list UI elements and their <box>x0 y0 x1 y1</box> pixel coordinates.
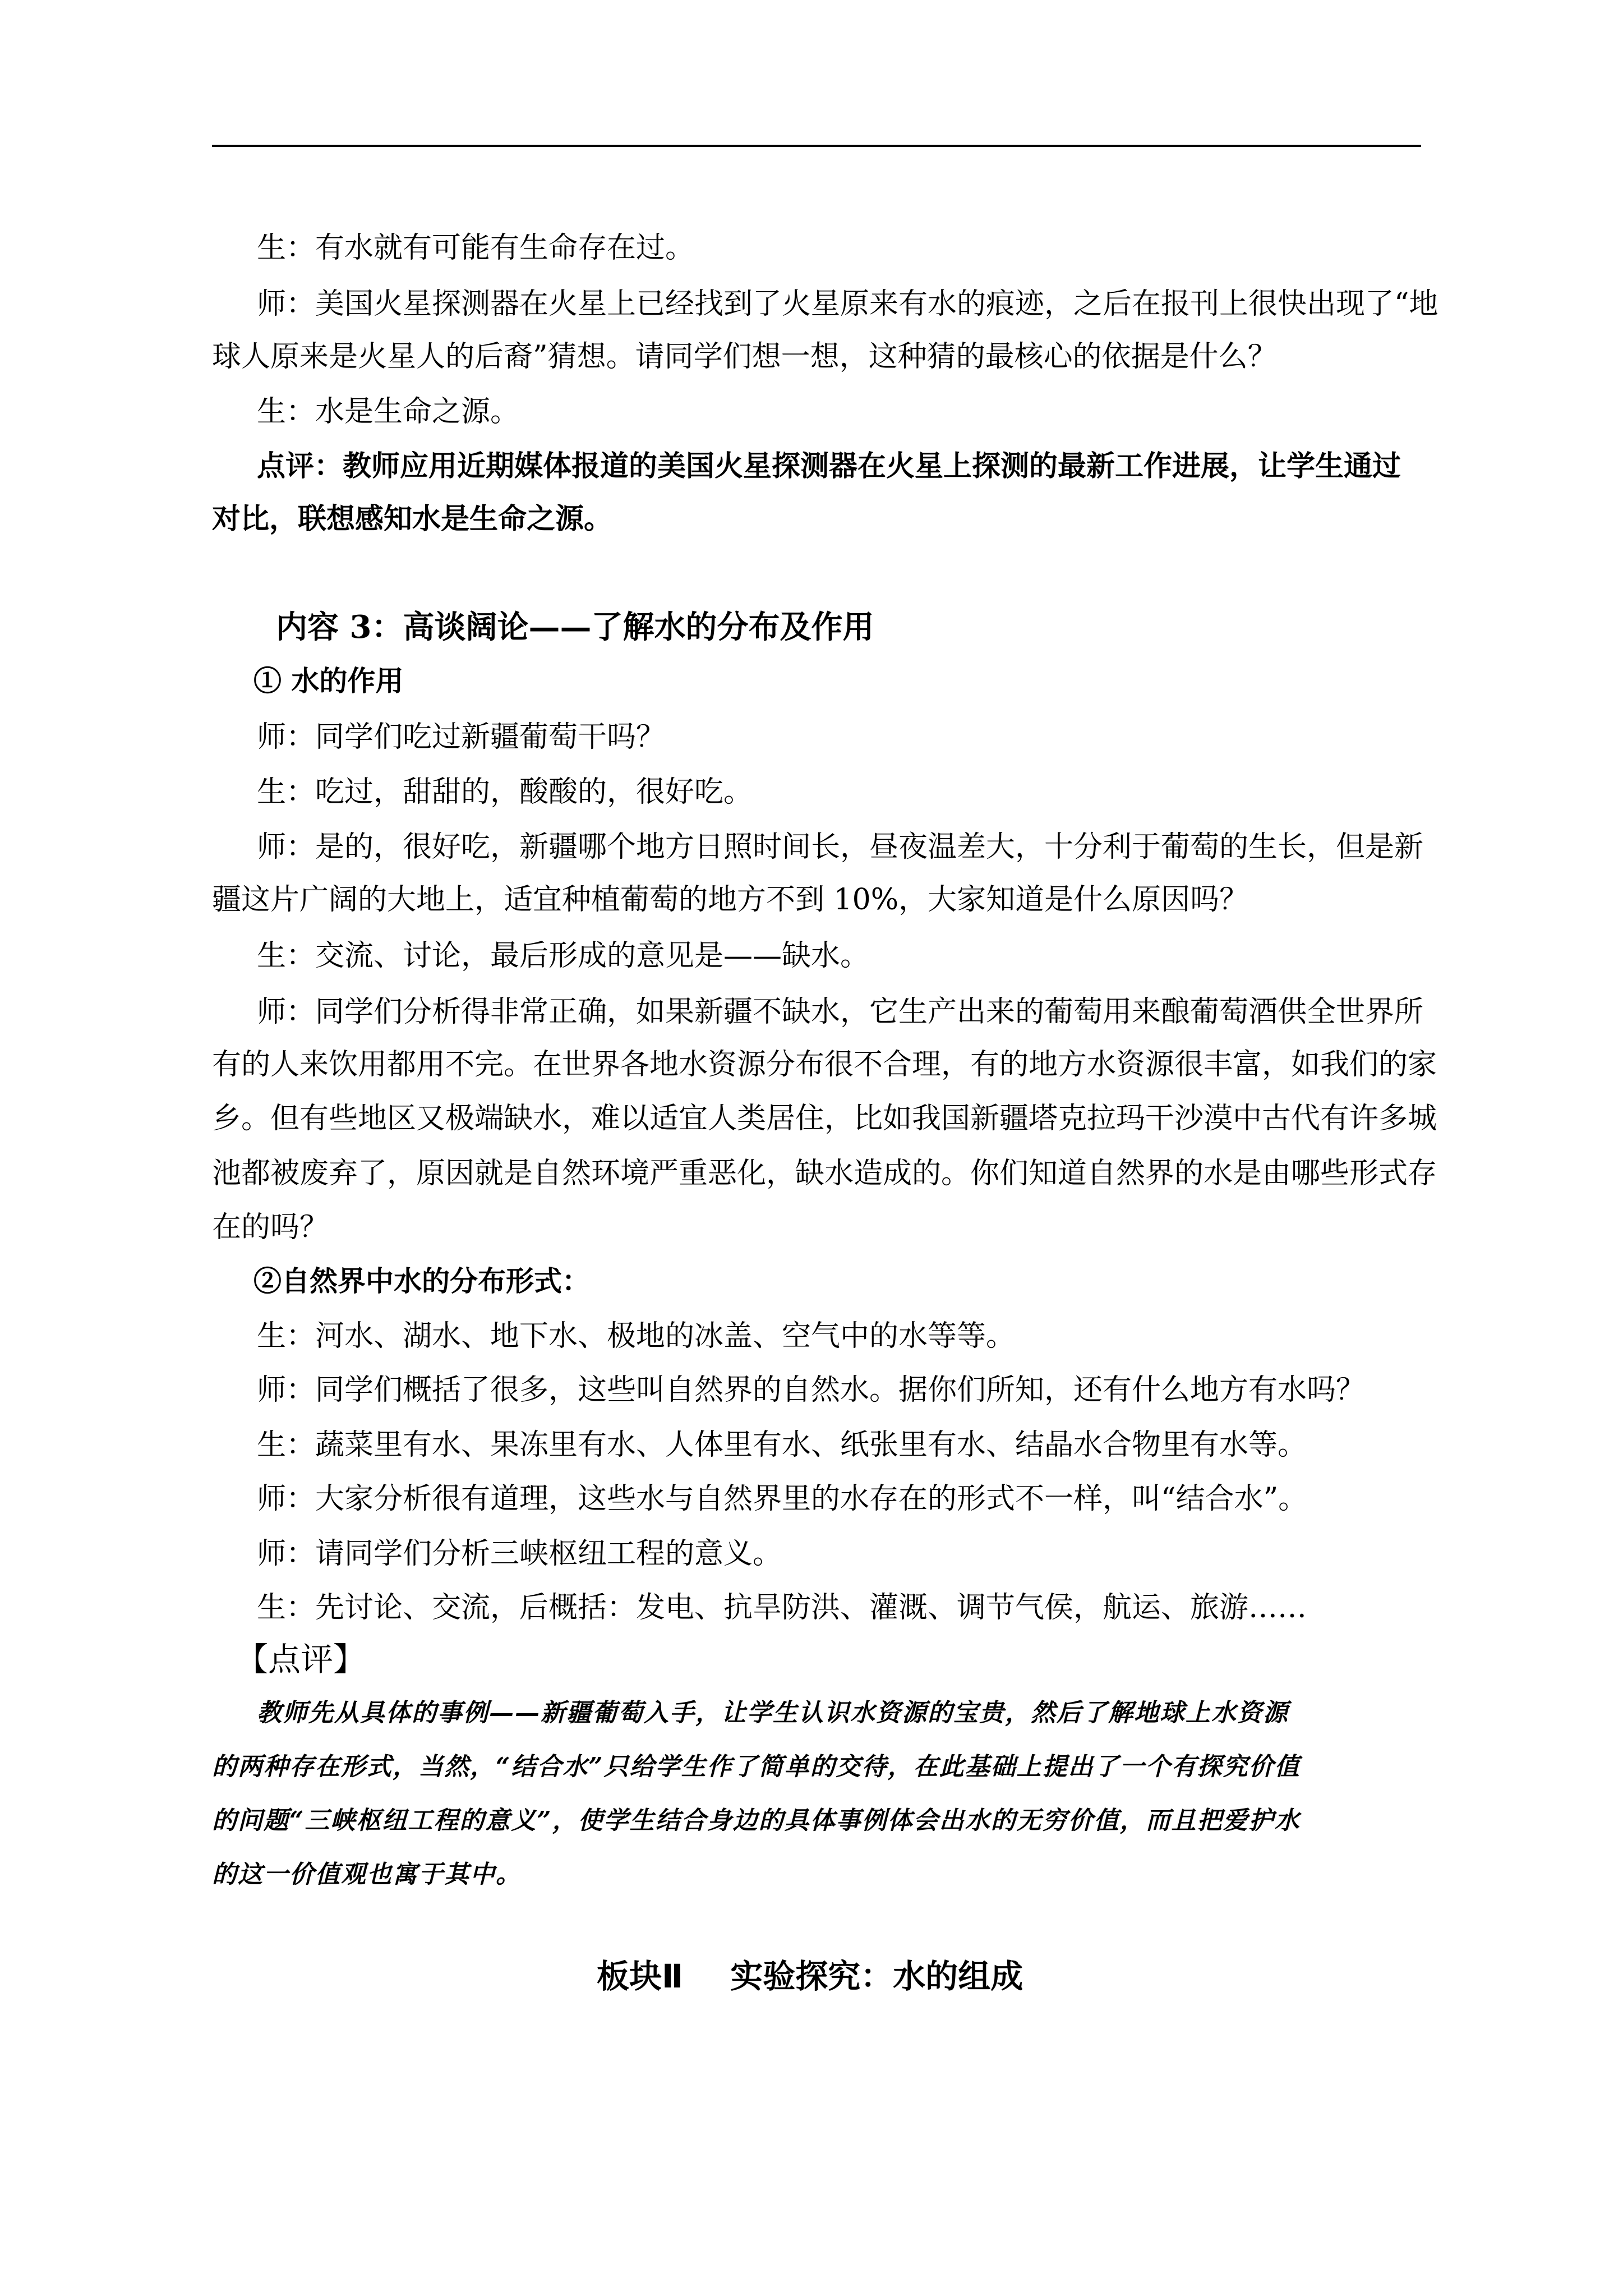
block-title <box>597 1957 1023 1996</box>
paragraph-line: 生：水是生命之源。 <box>257 395 520 429</box>
comment-line: 的两种存在形式，当然，“结合水”只给学生作了简单的交待，在此基础上提出了一个有探究价值 <box>212 1752 1301 1781</box>
dialogue-line: 乡。但有些地区又极端缺水，难以适宜人类居住，比如我国新疆塔克拉玛干沙漠中古代有许多城 <box>212 1102 1437 1135</box>
dialogue-line: 师：同学们分析得非常正确，如果新疆不缺水，它生产出来的葡萄用来酿葡萄酒供全世界所 <box>257 995 1424 1029</box>
comment-line: 的问题“三峡枢纽工程的意义”，使学生结合身边的具体事例体会出水的无穷价值，而且把爱护水 <box>212 1806 1301 1835</box>
comment-label: 【点评】 <box>236 1640 366 1678</box>
comment-line: 教师先从具体的事例——新疆葡萄入手，让学生认识水资源的宝贵，然后了解地球上水资源 <box>257 1699 1289 1727</box>
block-heading: 实验探究：水的组成 <box>730 1957 1023 1995</box>
dialogue-line: 生：先讨论、交流，后概括：发电、抗旱防洪、灌溉、调节气侯，航运、旅游…… <box>257 1591 1307 1625</box>
section-heading: 内容 3：高谈阔论——了解水的分布及作用 <box>276 609 874 646</box>
dialogue-line: 师：请同学们分析三峡枢纽工程的意义。 <box>257 1537 782 1571</box>
comment-line: 对比，联想感知水是生命之源。 <box>212 503 613 536</box>
paragraph-line: 师：美国火星探测器在火星上已经找到了火星原来有水的痕迹，之后在报刊上很快出现了“地 <box>257 287 1438 321</box>
comment-line: 的这一价值观也寓于其中。 <box>212 1860 522 1889</box>
dialogue-line: 师：同学们吃过新疆葡萄干吗？ <box>257 720 666 754</box>
block-label: 板块Ⅱ <box>597 1957 684 1995</box>
subsection-heading: ① 水的作用 <box>253 664 404 697</box>
dialogue-line: 在的吗？ <box>212 1211 329 1244</box>
dialogue-line: 生：交流、讨论，最后形成的意见是——缺水。 <box>257 939 870 973</box>
dialogue-line: 师：是的，很好吃，新疆哪个地方日照时间长，昼夜温差大，十分利于葡萄的生长，但是新 <box>257 830 1424 864</box>
dialogue-line: 疆这片广阔的大地上，适宜种植葡萄的地方不到 10%，大家知道是什么原因吗？ <box>212 883 1249 917</box>
dialogue-line: 师：同学们概括了很多，这些叫自然界的自然水。据你们所知，还有什么地方有水吗？ <box>257 1373 1366 1407</box>
dialogue-line: 生：河水、湖水、地下水、极地的冰盖、空气中的水等等。 <box>257 1319 1016 1353</box>
paragraph-line: 生：有水就有可能有生命存在过。 <box>257 231 695 265</box>
dialogue-line: 生：吃过，甜甜的，酸酸的，很好吃。 <box>257 775 753 809</box>
subsection-heading: ②自然界中水的分布形式： <box>253 1264 590 1297</box>
paragraph-line: 球人原来是火星人的后裔”猜想。请同学们想一想，这种猜的最核心的依据是什么？ <box>212 340 1277 374</box>
dialogue-line: 有的人来饮用都用不完。在世界各地水资源分布很不合理，有的地方水资源很丰富，如我们的家 <box>212 1048 1437 1082</box>
dialogue-line: 师：大家分析很有道理，这些水与自然界里的水存在的形式不一样，叫“结合水”。 <box>257 1482 1308 1516</box>
dialogue-line: 生：蔬菜里有水、果冻里有水、人体里有水、纸张里有水、结晶水合物里有水等。 <box>257 1428 1307 1462</box>
dialogue-line: 池都被废弃了，原因就是自然环境严重恶化，缺水造成的。你们知道自然界的水是由哪些形式存 <box>212 1157 1437 1190</box>
header-rule <box>212 145 1421 147</box>
comment-line: 点评：教师应用近期媒体报道的美国火星探测器在火星上探测的最新工作进展，让学生通过 <box>257 450 1401 483</box>
